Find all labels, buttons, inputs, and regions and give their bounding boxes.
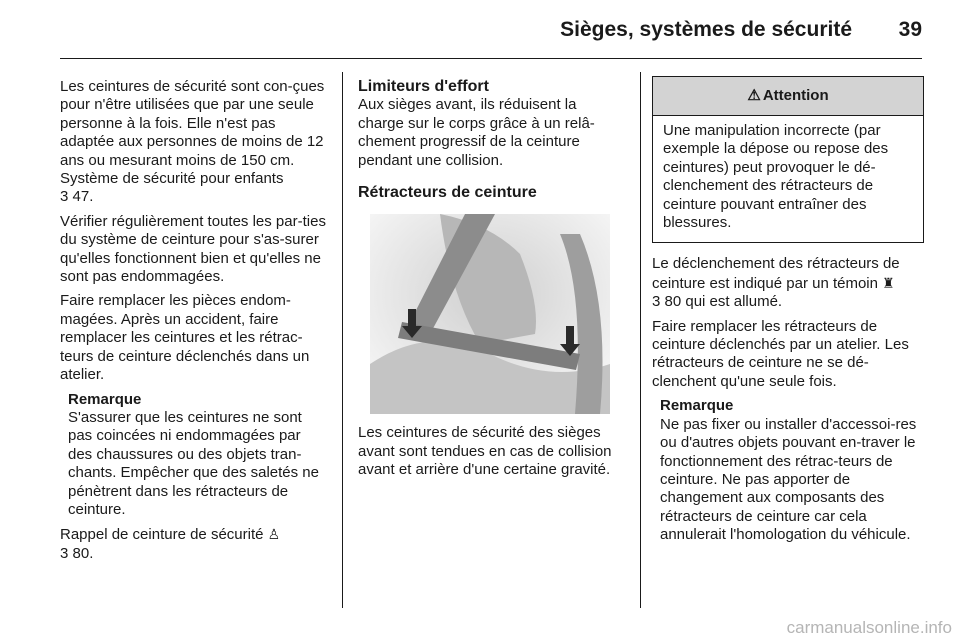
paragraph: Faire remplacer les rétracteurs de ceinture déclenchés par un atelier. Les rétracteurs de ceinture ne se dé-clenchent qu'une seule fois. bbox=[652, 317, 909, 390]
seatbelt-icon: ♙ bbox=[267, 526, 281, 543]
paragraph: Vérifier régulièrement toutes les par-ties du système de ceinture pour s'as-surer qu'elles fonctionnent bien et qu'elles ne sont pas endommagées. bbox=[60, 212, 326, 286]
note-text: Ne pas fixer ou installer d'accessoi-res ou d'autres objets pouvant en-traver le fonctionnement des rétrac-teurs de ceinture. Ne pas apporter de changement aux composants des rétracteurs de ceinture car cela annulerait l'homologation du véhicule. bbox=[660, 415, 917, 544]
paragraph: Rappel de ceinture de sécurité ♙ 3 80. bbox=[60, 526, 281, 562]
page-reference: 3 80 qui est allumé. bbox=[652, 293, 783, 311]
watermark: carmanualsonline.info bbox=[786, 618, 952, 637]
column-divider-1 bbox=[342, 72, 343, 608]
column-1 bbox=[60, 78, 328, 569]
header-rule bbox=[60, 58, 922, 59]
column-3 bbox=[652, 76, 924, 551]
note-text: S'assurer que les ceintures ne sont pas coincées ni endommagées par des chaussures ou des objets tran-chants. Empêcher que des saletés ne pénètrent dans les rétracteurs de ceinture. bbox=[68, 408, 319, 518]
airbag-warning-icon: ♜ bbox=[882, 274, 895, 291]
belt-tensioner-illustration bbox=[370, 214, 610, 414]
paragraph: Aux sièges avant, ils réduisent la charge sur le corps grâce à un relâ-chement progressif de la ceinture pendant une collision. bbox=[358, 96, 595, 169]
warning-text: Une manipulation incorrecte (par exemple la dépose ou repose des ceintures) peut provoquer le dé-clenchement des rétracteurs de ceinture pouvant entraîner des blessures. bbox=[663, 122, 889, 232]
section-heading: Limiteurs d'effort bbox=[358, 78, 489, 95]
header-title: Sièges, systèmes de sécurité bbox=[560, 18, 852, 41]
warning-header: ⚠ Attention bbox=[653, 77, 923, 116]
paragraph: Le déclenchement des rétracteurs de ceinture est indiqué par un témoin ♜ 3 80 qui est allumé. bbox=[652, 255, 900, 311]
page-reference: 3 47. bbox=[60, 188, 94, 206]
note bbox=[652, 397, 924, 544]
section-heading: Rétracteurs de ceinture bbox=[358, 184, 537, 202]
column-2 bbox=[358, 78, 626, 486]
note-title: Remarque bbox=[68, 390, 142, 408]
warning-triangle-icon: ⚠ bbox=[747, 86, 761, 104]
page-reference: 3 80. bbox=[60, 544, 94, 562]
column-divider-2 bbox=[640, 72, 641, 608]
note-title: Remarque bbox=[660, 397, 734, 415]
warning-box bbox=[652, 76, 924, 243]
note bbox=[60, 391, 328, 520]
paragraph: Les ceintures de sécurité sont con-çues pour n'être utilisées que par une seule personne à la fois. Elle n'est pas adaptée aux personnes de moins de 12 ans ou mesurant moins de 150 cm. Système de sécurité pour enfants 3 47. bbox=[60, 78, 325, 206]
page-number: 39 bbox=[898, 18, 922, 41]
paragraph: Les ceintures de sécurité des sièges avant sont tendues en cas de collision avant et arrière d'une certaine gravité. bbox=[358, 424, 612, 479]
paragraph: Faire remplacer les pièces endom-magées. Après un accident, faire remplacer les ceintures et les rétrac-teurs de ceinture déclenchés dans un atelier. bbox=[60, 292, 310, 384]
